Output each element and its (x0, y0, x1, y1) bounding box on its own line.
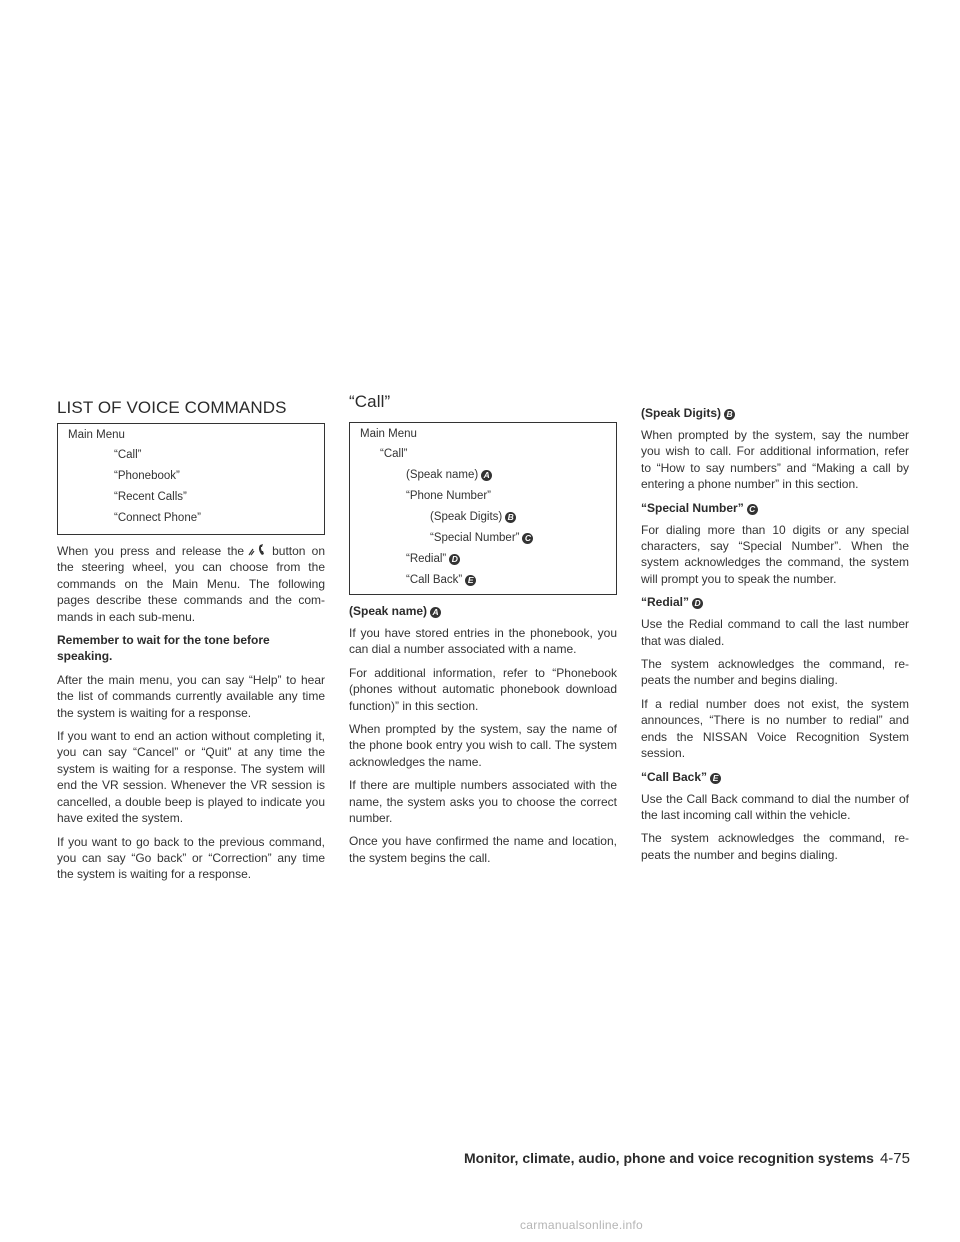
call-menu-speak-digits (358, 510, 608, 525)
section-title-voice-commands: LIST OF VOICE COMMANDS (57, 398, 287, 417)
marker-a-icon: A (481, 470, 492, 481)
intro-text-before: When you press and release the (57, 544, 245, 558)
speak-name-paragraph-5: Once you have confirmed the name and location, the system begins the call. (349, 834, 617, 865)
go-back-paragraph: If you want to go back to the previous command, you can say “Go back” or “Correction” any time the system is waiting for a response. (57, 834, 325, 882)
call-menu-call-back (358, 573, 608, 588)
column-2 (349, 392, 617, 873)
marker-b-icon: B (505, 512, 516, 523)
cancel-paragraph: If you want to end an action without completing it, you can say “Cancel” or “Quit” at any time the system is waiting for a response. The system will end the VR session. Whenever the VR session is cancelled, a double beep is played to indicate you have exited the system. (57, 729, 325, 826)
redial-paragraph-2: The system acknowledges the command, re-peats the number and begins dialing. (641, 657, 909, 688)
page-footer (432, 1150, 910, 1168)
menu-root: Main Menu (68, 429, 125, 441)
marker-e-icon: E (710, 773, 721, 784)
call-menu-phone-number: “Phone Number” (406, 490, 492, 502)
special-number-label: “Special Number” (430, 532, 520, 544)
marker-d-icon: D (449, 554, 460, 565)
marker-c-icon: C (747, 504, 758, 515)
main-menu-box (57, 423, 325, 535)
call-menu-call: “Call” (380, 448, 408, 460)
menu-item-call: “Call” (114, 449, 142, 461)
redial-label: “Redial” (406, 553, 447, 565)
heading-speak-name-text: (Speak name) (349, 604, 428, 618)
call-menu-redial (358, 552, 608, 567)
heading-call-back-text: “Call Back” (641, 769, 708, 784)
intro-text-after: button on the steering wheel, you can choose from the commands on the Main Menu. The following pages describe these commands and the com-mands in each sub-menu. (57, 544, 326, 624)
call-menu-box (349, 422, 617, 595)
menu-item-phonebook: “Phonebook” (114, 470, 180, 482)
call-menu-speak-name (358, 468, 608, 483)
call-menu-root: Main Menu (360, 428, 417, 440)
heading-special-number-text: “Special Number” (641, 500, 744, 515)
redial-paragraph-3: If a redial number does not exist, the system announces, “There is no number to redial” and ends the NISSAN Voice Recognition System session. (641, 696, 909, 761)
heading-speak-name (349, 603, 617, 619)
marker-e-icon: E (465, 575, 476, 586)
heading-speak-digits (641, 405, 909, 421)
marker-c-icon: C (522, 533, 533, 544)
footer-title: Monitor, climate, audio, phone and voice recognition systems (464, 1150, 874, 1166)
call-back-paragraph-1: Use the Call Back command to dial the number of the last incoming call within the vehicle. (641, 791, 909, 822)
marker-b-icon: B (724, 409, 735, 420)
column-3 (641, 405, 909, 870)
speak-name-paragraph-3: When prompted by the system, say the name of the phone book entry you wish to call. The system acknowledges the name. (349, 722, 617, 769)
tone-warning: Remember to wait for the tone before speaking. (57, 633, 270, 664)
heading-speak-digits-text: (Speak Digits) (641, 406, 722, 420)
page-number: 4-75 (879, 1150, 910, 1167)
marker-d-icon: D (692, 598, 703, 609)
speak-name-label: (Speak name) (406, 469, 479, 481)
speak-name-paragraph-2: For additional information, refer to “Phonebook (phones without automatic phonebook download function)” in this section. (349, 665, 617, 713)
watermark: carmanualsonline.info (520, 1218, 644, 1232)
call-back-paragraph-2: The system acknowledges the command, re-peats the number and begins dialing. (641, 831, 909, 862)
speak-digits-label: (Speak Digits) (430, 511, 503, 523)
menu-item-connect-phone: “Connect Phone” (114, 512, 201, 524)
heading-special-number (641, 500, 909, 516)
menu-item-recent-calls: “Recent Calls” (114, 491, 187, 503)
help-paragraph: After the main menu, you can say “Help” to hear the list of commands currently available any time the system is waiting for a response. (57, 672, 325, 720)
redial-paragraph-1: Use the Redial command to call the last number that was dialed. (641, 617, 909, 648)
speak-name-paragraph-1: If you have stored entries in the phonebook, you can dial a number associated with a name. (349, 626, 617, 657)
column-1 (57, 398, 325, 890)
intro-paragraph (57, 543, 325, 625)
call-back-label: “Call Back” (406, 574, 463, 586)
heading-redial-text: “Redial” (641, 595, 690, 610)
heading-redial (641, 594, 909, 610)
call-menu-special-number (358, 531, 608, 546)
steering-wheel-phone-icon (247, 543, 269, 557)
special-number-paragraph: For dialing more than 10 digits or any special characters, say “Special Number”. When the system acknowledges the command, the system will prompt you to speak the number. (641, 522, 909, 586)
speak-digits-paragraph: When prompted by the system, say the number you wish to call. For additional information, refer to “How to say numbers” and “Making a call by entering a phone number” in this section. (641, 428, 909, 492)
speak-name-paragraph-4: If there are multiple numbers associated with the name, the system asks you to choose the correct number. (349, 778, 617, 826)
marker-a-icon: A (430, 607, 441, 618)
heading-call-back (641, 769, 909, 785)
section-title-call: “Call” (349, 392, 391, 411)
